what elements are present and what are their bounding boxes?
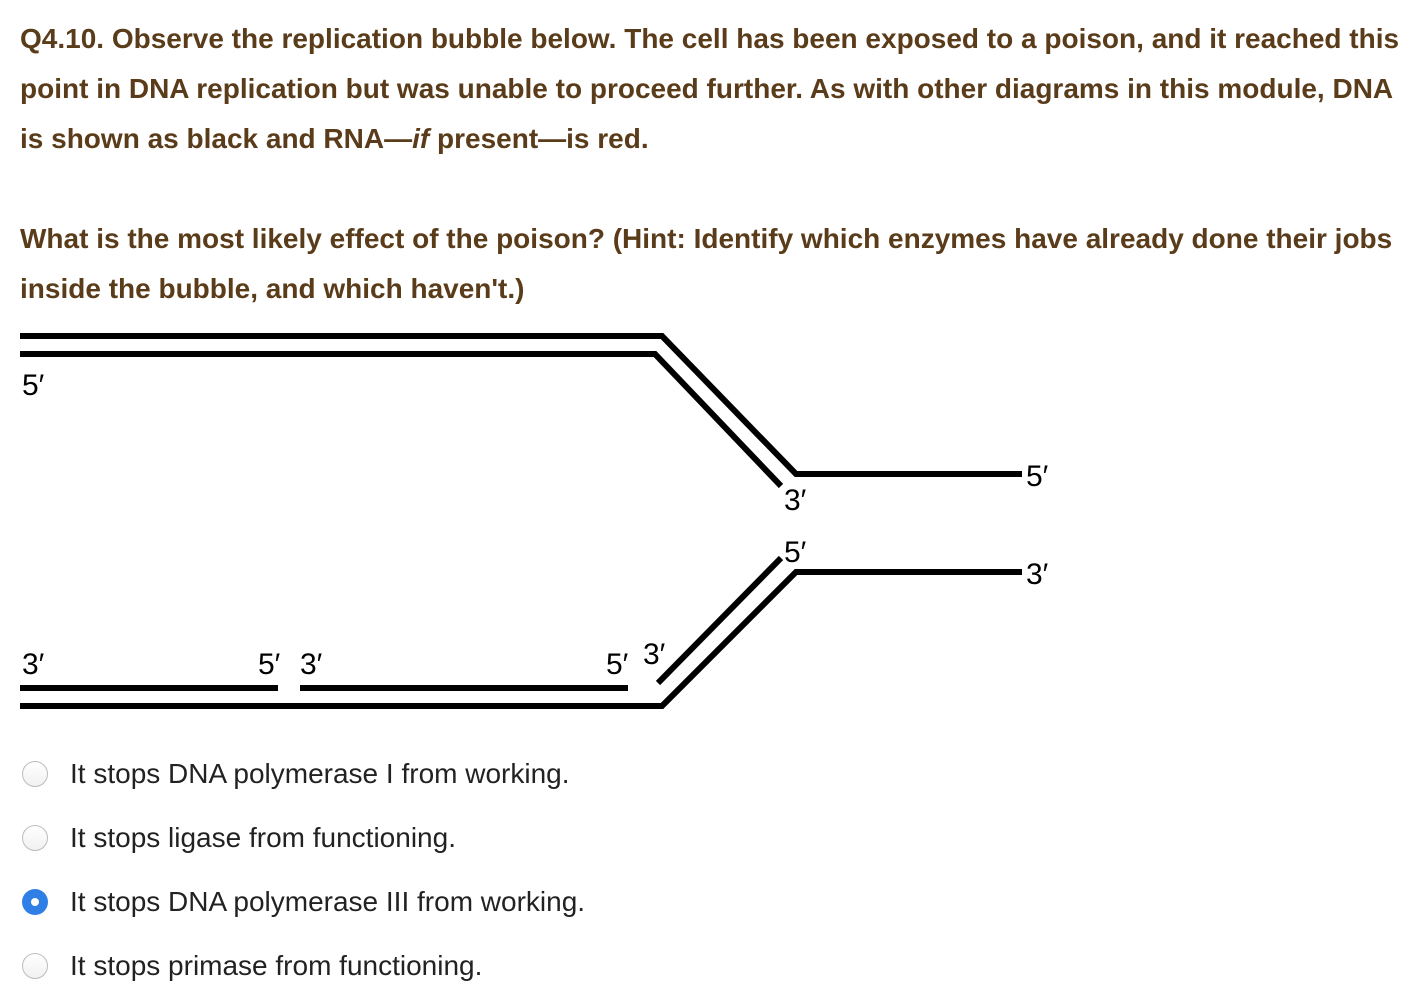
label-top-right-5: 5′ [1026,460,1049,493]
label-fragment2-5: 5′ [606,648,629,681]
leading-strand-new [658,558,781,683]
label-lower-arm-3: 3′ [643,638,666,671]
label-bottom-left-3: 3′ [22,648,45,681]
answer-option-label[interactable]: It stops DNA polymerase III from working. [70,886,586,917]
radio-button-2[interactable] [22,825,48,851]
answer-option-label[interactable]: It stops primase from functioning. [70,950,483,981]
answer-options [22,742,585,998]
replication-bubble-diagram [0,320,1414,720]
answer-option-3[interactable] [22,870,585,934]
label-fork-3: 3′ [784,484,807,517]
label-right-3: 3′ [1026,558,1049,591]
radio-button-1[interactable] [22,761,48,787]
question-text [20,14,1400,314]
answer-option-1[interactable] [22,742,585,806]
radio-button-3-selected[interactable] [22,889,48,915]
question-paragraph-2: What is the most likely effect of the poison? (Hint: Identify which enzymes have already done their jobs inside the bubble, and which haven't.) [20,223,1393,304]
answer-option-label[interactable]: It stops ligase from functioning. [70,822,456,853]
answer-option-label[interactable]: It stops DNA polymerase I from working. [70,758,570,789]
label-fork-5: 5′ [784,536,807,569]
label-fragment2-3: 3′ [300,648,323,681]
label-fragment1-5: 5′ [258,648,281,681]
top-strand-inner [20,354,781,486]
answer-option-2[interactable] [22,806,585,870]
question-paragraph-1: Q4.10. Observe the replication bubble below. The cell has been exposed to a poison, and it reached this point in DNA replication but was unable to proceed further. As with other diagrams in this module, DNA is shown as black and RNA—if present—is red. [20,23,1400,154]
answer-option-4[interactable] [22,934,585,998]
radio-button-4[interactable] [22,953,48,979]
label-top-left-5: 5′ [22,369,45,402]
